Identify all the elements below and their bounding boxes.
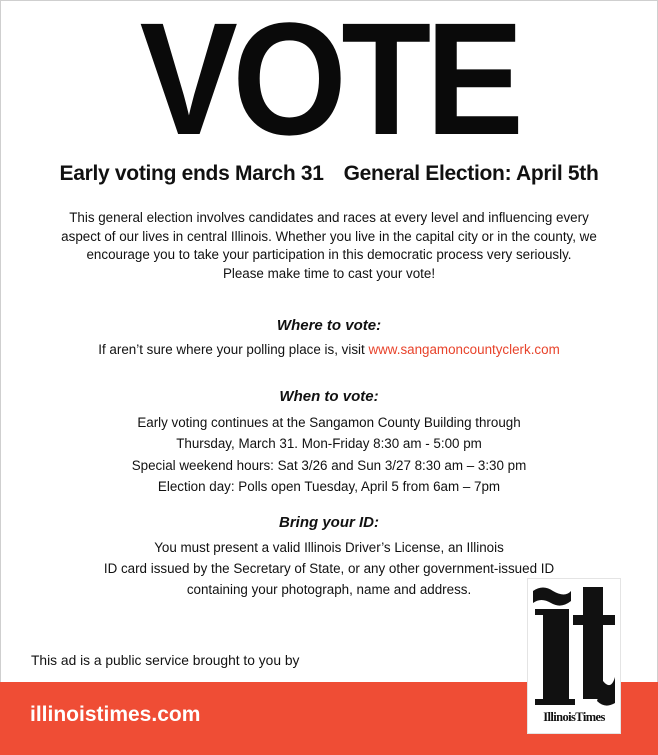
vote-headline: VOTE <box>139 0 519 168</box>
when-line: Thursday, March 31. Mon-Friday 8:30 am - 5:00 pm <box>176 436 482 451</box>
where-heading: Where to vote: <box>276 317 382 334</box>
when-line: Election day: Polls open Tuesday, April 5 from 6am – 7pm <box>157 479 501 494</box>
when-line: Special weekend hours: Sat 3/26 and Sun 3/27 8:30 am – 3:30 pm <box>131 457 527 473</box>
intro-paragraph <box>40 209 618 283</box>
intro-line: Please make time to cast your vote! <box>222 265 436 281</box>
intro-line: encourage you to take your participation in this democratic process very seriously. <box>86 247 572 262</box>
intro-line: aspect of our lives in central Illinois. Whether you live in the capital city or in the county, we <box>61 228 597 244</box>
bring-line: You must present a valid Illinois Driver’s License, an Illinois <box>154 540 504 555</box>
where-text: If aren’t sure where your polling place is, visit <box>98 342 365 357</box>
when-heading: When to vote: <box>279 388 379 405</box>
bring-heading: Bring your ID: <box>279 514 379 531</box>
general-election-date: General Election: April 5th <box>343 162 599 185</box>
when-to-vote-section <box>0 386 658 498</box>
site-link[interactable]: illinoistimes.com <box>30 703 201 726</box>
where-to-vote-section <box>0 316 658 360</box>
where-text-line <box>0 340 658 360</box>
logo-wordmark: IllinoisTimes <box>543 710 605 724</box>
when-line: Early voting continues at the Sangamon County Building through <box>137 414 521 430</box>
bring-line: ID card issued by the Secretary of State, or any other government-issued ID <box>103 561 555 576</box>
public-service-credit: This ad is a public service brought to you by <box>31 653 300 668</box>
bring-line: containing your photograph, name and address. <box>186 582 472 597</box>
illinois-times-logo <box>527 578 621 734</box>
county-clerk-link[interactable]: www.sangamoncountyclerk.com <box>368 342 560 357</box>
intro-line: This general election involves candidates and races at every level and influencing every <box>69 210 589 225</box>
election-dates <box>0 162 658 186</box>
early-voting-date: Early voting ends March 31 <box>59 162 324 185</box>
it-logo-mark <box>531 581 617 709</box>
